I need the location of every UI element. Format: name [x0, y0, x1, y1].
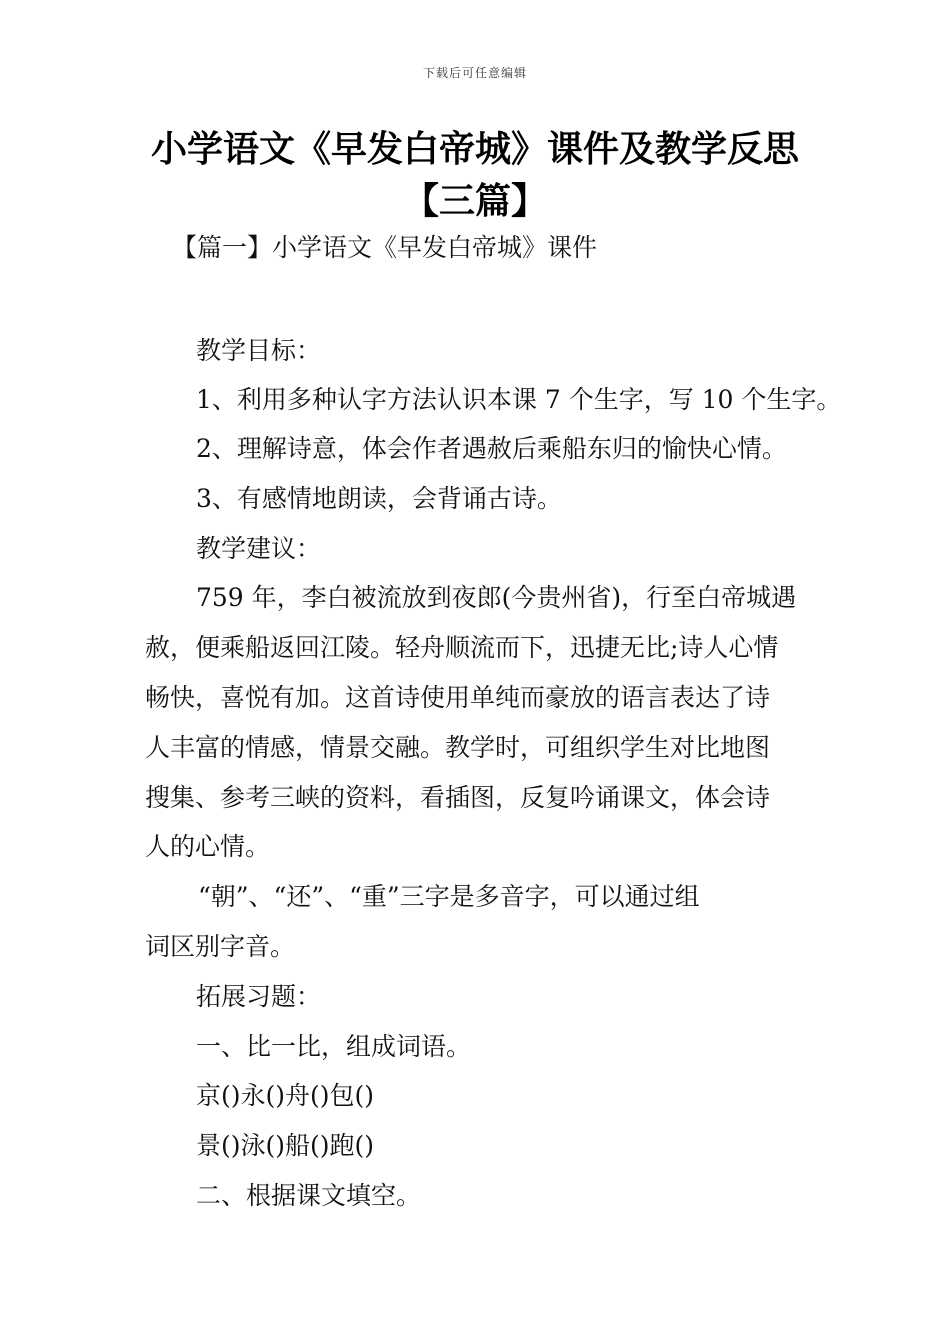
exercise-item: 一、比一比，组成词语。: [196, 1032, 472, 1061]
section-heading: 【篇一】小学语文《早发白帝城》课件: [172, 233, 598, 262]
exercises-heading: 拓展习题：: [196, 982, 322, 1011]
paragraph-line: 赦，便乘船返回江陵。轻舟顺流而下，迅捷无比;诗人心情: [145, 633, 779, 662]
paragraph-line: 人丰富的情感，情景交融。教学时，可组织学生对比地图: [145, 733, 771, 762]
goal-item: 2、理解诗意，体会作者遇赦后乘船东归的愉快心情。: [196, 434, 787, 463]
goal-item: 1、利用多种认字方法认识本课 7 个生字，写 10 个生字。: [196, 385, 842, 414]
paragraph-line: “朝”、“还”、“重”三字是多音字，可以通过组: [198, 882, 700, 911]
paragraph-line: 词区别字音。: [145, 932, 296, 961]
paragraph-line: 759 年，李白被流放到夜郎(今贵州省)，行至白帝城遇: [196, 583, 797, 612]
teaching-goals-heading: 教学目标：: [196, 336, 322, 365]
header-note: 下载后可任意编辑: [422, 66, 527, 80]
exercise-line: 京()永()舟()包(): [196, 1081, 375, 1110]
goal-item: 3、有感情地朗读，会背诵古诗。: [196, 484, 562, 513]
document-title: 小学语文《早发白帝城》课件及教学反思: [150, 129, 799, 170]
paragraph-line: 畅快，喜悦有加。这首诗使用单纯而豪放的语言表达了诗: [145, 683, 771, 712]
exercise-item: 二、根据课文填空。: [196, 1181, 422, 1210]
document-title-suffix: 【三篇】: [402, 181, 547, 222]
teaching-suggestions-heading: 教学建议：: [196, 534, 322, 563]
exercise-line: 景()泳()船()跑(): [196, 1131, 375, 1160]
paragraph-line: 人的心情。: [145, 832, 271, 861]
paragraph-line: 搜集、参考三峡的资料，看插图，反复吟诵课文，体会诗: [145, 783, 771, 812]
